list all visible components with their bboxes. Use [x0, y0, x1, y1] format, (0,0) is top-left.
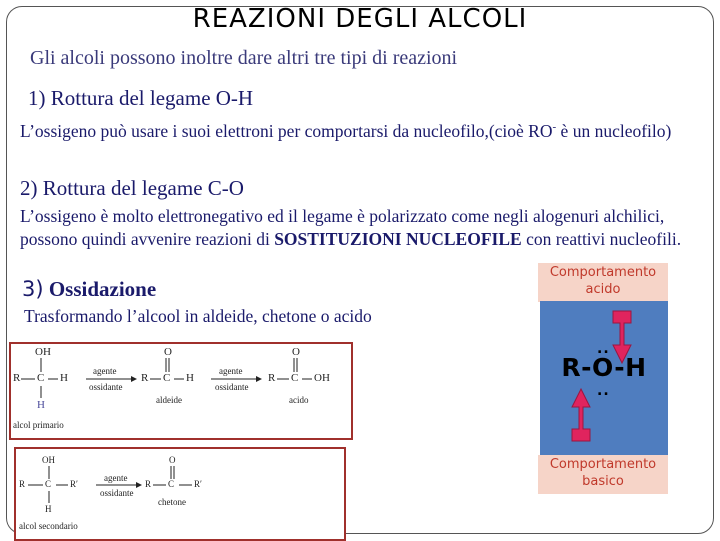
basic-arrow-icon — [572, 389, 590, 441]
c2-label: C — [163, 372, 171, 384]
o3-label: O — [169, 455, 176, 465]
agent3-bottom: ossidante — [100, 488, 134, 498]
o2-label: O — [292, 346, 300, 358]
oh-label: OH — [35, 346, 51, 358]
lone-pair-top: .. — [597, 341, 610, 357]
oh-end-label: OH — [314, 372, 330, 384]
c5-label: C — [168, 479, 175, 489]
section3-text: Trasformando l’alcool in aldeide, chetone o acido — [24, 306, 372, 326]
primary-alcohol-scheme — [9, 342, 353, 440]
h3-label: H — [45, 504, 52, 514]
agent3-top: agente — [104, 473, 128, 483]
r3-label: R — [268, 372, 276, 384]
roh-panel — [540, 301, 668, 456]
r5-label: R′ — [70, 479, 78, 489]
h-bottom-label: H — [37, 399, 45, 411]
r2-label: R — [141, 372, 149, 384]
primary-alcohol-label: alcol primario — [13, 420, 64, 430]
lone-pair-bottom: .. — [597, 383, 610, 399]
slide-subtitle: Gli alcoli possono inoltre dare altri tre tipi di reazioni — [30, 47, 458, 69]
secondary-alcohol-scheme — [14, 447, 346, 541]
c-label: C — [37, 372, 45, 384]
basic-behavior-label: Comportamento basico — [538, 455, 668, 494]
acid-behavior-label: Comportamento acido — [538, 263, 668, 302]
agent1-top: agente — [93, 366, 117, 376]
agent2-bottom: ossidante — [215, 382, 249, 392]
h-label: H — [60, 372, 68, 384]
section1-heading: 1) Rottura del legame O-H — [28, 86, 254, 110]
agent1-bottom: ossidante — [89, 382, 123, 392]
aldeide-label: aldeide — [156, 395, 182, 405]
section3-heading: 3) Ossidazione — [22, 277, 157, 301]
oh2-label: OH — [42, 455, 55, 465]
acido-label: acido — [289, 395, 309, 405]
agent2-top: agente — [219, 366, 243, 376]
r-label: R — [13, 372, 21, 384]
r6-label: R — [145, 479, 152, 489]
roh-formula: R-O-H — [561, 353, 647, 382]
h2-label: H — [186, 372, 194, 384]
r7-label: R′ — [194, 479, 202, 489]
c3-label: C — [291, 372, 299, 384]
c4-label: C — [45, 479, 52, 489]
secondary-alcohol-label: alcol secondario — [19, 521, 78, 531]
chetone-label: chetone — [158, 497, 186, 507]
section2-heading: 2) Rottura del legame C-O — [20, 176, 244, 200]
r4-label: R — [19, 479, 26, 489]
section1-text: L’ossigeno può usare i suoi elettroni per comportarsi da nucleofilo,(cioè RO- è un nucleofilo) — [20, 120, 672, 141]
section2-text: L’ossigeno è molto elettronegativo ed il legame è polarizzato come negli alogenuri alchilici, possono quindi avvenire reazioni di SOSTITUZIONI NUCLEOFILE con reattivi nucleofili. — [20, 206, 682, 249]
slide-title: REAZIONI DEGLI ALCOLI — [192, 4, 528, 34]
o1-label: O — [164, 346, 172, 358]
